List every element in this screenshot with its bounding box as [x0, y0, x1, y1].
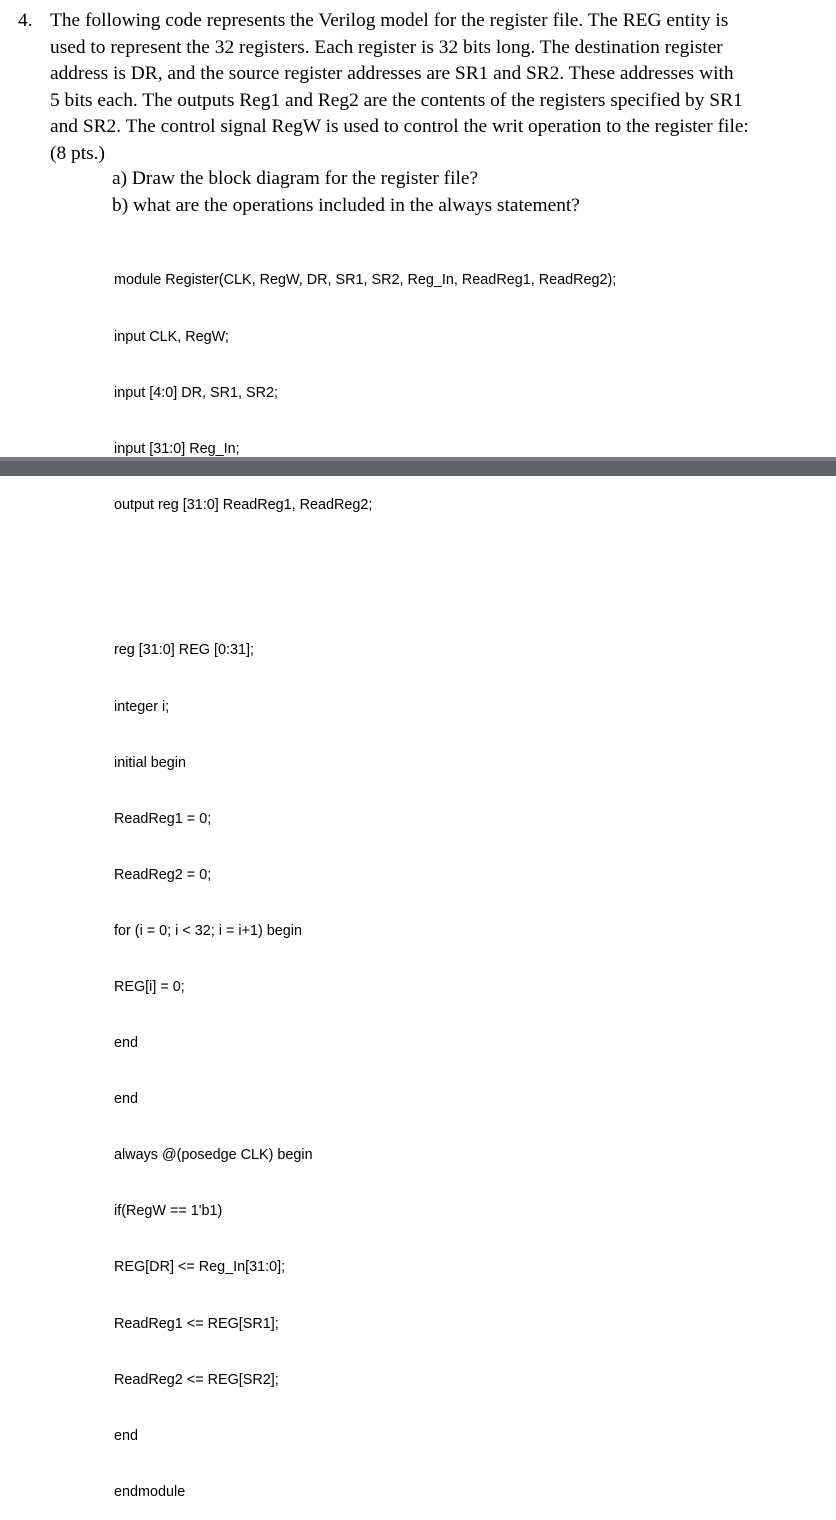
code-line: end	[114, 1035, 139, 1052]
question-line: and SR2. The control signal RegW is used to control the writ operation to the register file:	[50, 116, 749, 137]
question-text	[50, 8, 822, 167]
question-line: 5 bits each. The outputs Reg1 and Reg2 are the contents of the registers specified by SR1	[50, 89, 743, 111]
question-number: 4.	[18, 10, 33, 31]
code-line: ReadReg2 <= REG[SR2];	[114, 1371, 279, 1388]
code-line: output reg [31:0] ReadReg1, ReadReg2;	[114, 496, 373, 513]
part-a: a) Draw the block diagram for the register file?	[112, 168, 479, 189]
code-line: ReadReg2 = 0;	[114, 866, 212, 883]
code-block-top	[114, 234, 616, 533]
code-line: end	[114, 1091, 139, 1108]
part-b: b) what are the operations included in the always statement?	[112, 195, 580, 216]
question-line: address is DR, and the source register addresses are SR1 and SR2. These addresses with	[50, 63, 734, 84]
code-line: integer i;	[114, 698, 170, 715]
question-line: (8 pts.)	[50, 142, 105, 164]
code-line: input [31:0] Reg_In;	[114, 440, 240, 457]
code-line: input [4:0] DR, SR1, SR2;	[114, 384, 278, 401]
question-line: The following code represents the Verilog model for the register file. The REG entity is	[50, 10, 729, 31]
code-line: reg [31:0] REG [0:31];	[114, 642, 254, 659]
code-line: module Register(CLK, RegW, DR, SR1, SR2, Reg_In, ReadReg1, ReadReg2);	[114, 272, 617, 289]
code-line: input CLK, RegW;	[114, 328, 229, 345]
code-line: ReadReg1 = 0;	[114, 810, 212, 827]
code-line: REG[DR] <= Reg_In[31:0];	[114, 1259, 286, 1276]
code-block-bottom	[114, 604, 313, 1520]
code-line: always @(posedge CLK) begin	[114, 1147, 313, 1164]
page-divider	[0, 457, 836, 476]
code-line: for (i = 0; i < 32; i = i+1) begin	[114, 922, 302, 939]
code-line: REG[i] = 0;	[114, 978, 185, 995]
question-line: used to represent the 32 registers. Each register is 32 bits long. The destination register	[50, 36, 723, 58]
code-line: ReadReg1 <= REG[SR1];	[114, 1315, 279, 1332]
code-line: end	[114, 1427, 139, 1444]
code-line: if(RegW == 1'b1)	[114, 1203, 223, 1220]
code-line: endmodule	[114, 1483, 186, 1500]
code-line: initial begin	[114, 754, 187, 771]
